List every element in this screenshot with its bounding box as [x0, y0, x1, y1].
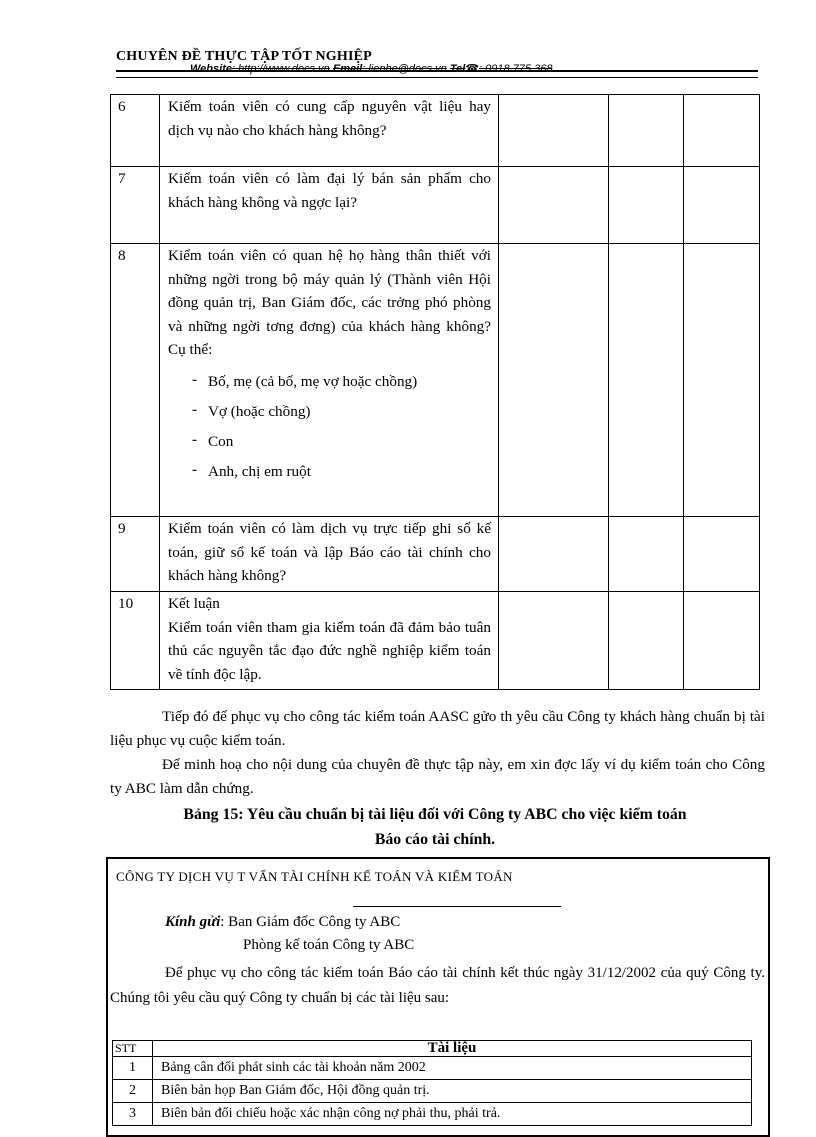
- answer-cell: [609, 244, 684, 517]
- answer-cell: [499, 95, 609, 167]
- addressee-label: Kính gửi: [165, 914, 221, 930]
- tel-number: : 0918.775.368: [479, 63, 553, 75]
- company-name: CÔNG TY DỊCH VỤ T VẤN TÀI CHÍNH KẾ TOÁN VÀ KIỂM TOÁN: [116, 869, 513, 884]
- document-stt: 1: [113, 1057, 153, 1080]
- table-row: [113, 1080, 752, 1103]
- dash-bullet: -: [192, 370, 198, 388]
- table-caption-line-1: Bảng 15: Yêu cầu chuẩn bị tài liệu đối với Công ty ABC cho việc kiểm toán: [183, 806, 687, 823]
- body-paragraph-2: Để minh hoạ cho nội dung của chuyên đề thực tập này, em xin đợc lấy ví dụ kiểm toán cho Công ty ABC làm dẫn chứng.: [110, 756, 765, 797]
- header-contact: [190, 62, 552, 75]
- header-rule-thin: [116, 77, 758, 78]
- addressee-line-1: Kính gửi: Ban Giám đốc Công ty ABC: [165, 914, 401, 930]
- body-paragraph-1: Tiếp đó để phục vụ cho công tác kiểm toán AASC gửo th yêu cầu Công ty khách hàng chuẩn bị tài liệu phục vụ cuộc kiểm toán.: [110, 708, 765, 749]
- relative-list: [168, 367, 491, 487]
- answer-cell: [684, 592, 760, 690]
- answer-cell: [684, 167, 760, 244]
- document-name: Biên bản họp Ban Giám đốc, Hội đồng quản trị.: [153, 1080, 752, 1103]
- row-number: 6: [111, 95, 160, 167]
- row-question: [160, 244, 499, 517]
- row-number: 7: [111, 167, 160, 244]
- dash-bullet: -: [192, 460, 198, 478]
- row-question-text: Kiểm toán viên có quan hệ họ hàng thân thiết với những ngời trong bộ máy quản lý (Thành viên Hội đồng quản trị, Ban Giám đốc, các trởng phó phòng và những ngời tơng đơng) của khách hàng không? Cụ thể:: [168, 247, 491, 358]
- answer-cell: [499, 517, 609, 592]
- answer-cell: [609, 592, 684, 690]
- request-letter-box: [106, 857, 770, 1137]
- phone-icon: ☎: [465, 63, 480, 75]
- header-title: CHUYÊN ĐỀ THỰC TẬP TỐT NGHIỆP: [116, 49, 372, 64]
- document-name: Biên bản đối chiếu hoặc xác nhận công nợ phải thu, phải trả.: [153, 1103, 752, 1126]
- documents-table: [112, 1040, 752, 1126]
- header-rule: [116, 70, 758, 72]
- answer-cell: [609, 167, 684, 244]
- dash-bullet: -: [192, 400, 198, 418]
- table-row: [111, 167, 760, 244]
- email-address: : lienhe@docs.vn: [362, 63, 447, 75]
- divider-line: [353, 906, 561, 907]
- addressee-line-2: Phòng kế toán Công ty ABC: [243, 937, 415, 953]
- documents-header-row: [113, 1041, 752, 1057]
- row-number: 9: [111, 517, 160, 592]
- answer-cell: [684, 517, 760, 592]
- answer-cell: [609, 95, 684, 167]
- answer-cell: [499, 592, 609, 690]
- answer-cell: [499, 167, 609, 244]
- email-label: Email: [332, 63, 363, 75]
- table-row: [111, 517, 760, 592]
- website-label: Website: [190, 63, 232, 75]
- answer-cell: [609, 517, 684, 592]
- tel-label: Tel: [449, 63, 466, 75]
- row-question: Kiểm toán viên có làm dịch vụ trực tiếp ghi sổ kế toán, giữ sổ kế toán và lập Báo cáo tài chính cho khách hàng không?: [160, 517, 499, 592]
- table-row: [113, 1103, 752, 1126]
- document-stt: 3: [113, 1103, 153, 1126]
- column-header-document: Tài liệu: [153, 1041, 752, 1057]
- list-item: - Con: [168, 427, 491, 457]
- document-name: Bảng cân đối phát sinh các tài khoản năm 2002: [153, 1057, 752, 1080]
- row-number: 8: [111, 244, 160, 517]
- conclusion-heading: Kết luận: [168, 595, 220, 612]
- website-url: : http://www.docs.vn: [231, 63, 330, 75]
- letter-body: Để phục vụ cho công tác kiểm toán Báo cáo tài chính kết thúc ngày 31/12/2002 của quý Công ty. Chúng tôi yêu cầu quý Công ty chuẩn bị các tài liệu sau:: [110, 965, 765, 1006]
- independence-checklist-table: [110, 94, 760, 690]
- column-header-stt: STT: [113, 1041, 153, 1057]
- dash-bullet: -: [192, 430, 198, 448]
- row-question: Kiểm toán viên có cung cấp nguyên vật liệu hay dịch vụ nào cho khách hàng không?: [160, 95, 499, 167]
- answer-cell: [499, 244, 609, 517]
- row-number: 10: [111, 592, 160, 690]
- table-row: [111, 592, 760, 690]
- list-item: - Anh, chị em ruột: [168, 457, 491, 487]
- list-item: - Bố, mẹ (cả bố, mẹ vợ hoặc chồng): [168, 367, 491, 397]
- conclusion-text: Kiểm toán viên tham gia kiểm toán đã đảm bảo tuân thủ các nguyên tắc đạo đức nghề nghiệp kiểm toán về tính độc lập.: [168, 618, 491, 683]
- document-stt: 2: [113, 1080, 153, 1103]
- table-caption-line-2: Báo cáo tài chính.: [374, 831, 496, 848]
- table-row: [111, 95, 760, 167]
- row-question: [160, 592, 499, 690]
- list-item: - Vợ (hoặc chồng): [168, 397, 491, 427]
- row-question: Kiểm toán viên có làm đại lý bán sản phẩm cho khách hàng không và ngợc lại?: [160, 167, 499, 244]
- table-row: [113, 1057, 752, 1080]
- answer-cell: [684, 95, 760, 167]
- table-row: [111, 244, 760, 517]
- answer-cell: [684, 244, 760, 517]
